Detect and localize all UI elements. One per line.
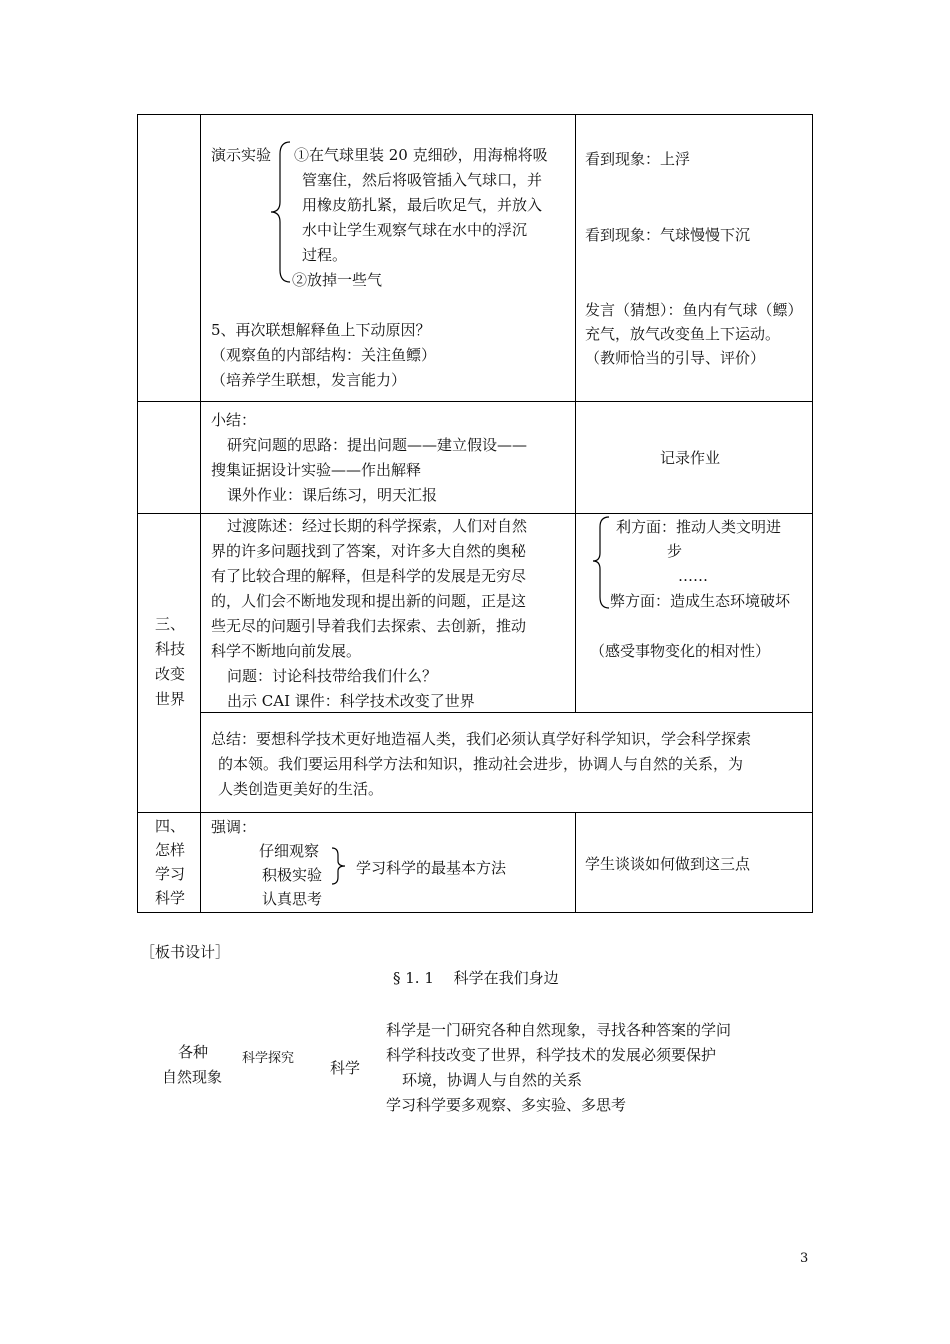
board-heading: § 1. 1 科学在我们身边 [393,969,559,987]
column-divider-2a [575,114,576,712]
demo-step1-line3: 用橡皮筋扎紧，最后吹足气，并放入 [302,196,543,214]
board-line2: 科学科技改变了世界，科学技术的发展必须要保护 [386,1046,717,1064]
board-left-1: 各种 [178,1043,209,1061]
ellipsis: …… [678,567,708,585]
demo-step2: ②放掉一些气 [292,271,383,289]
conclusion-line3: 人类创造更美好的生活。 [218,780,384,798]
feel-line: （感受事物变化的相对性） [590,642,771,660]
section-4-line2: 怎样 [154,841,185,859]
page-number: 3 [800,1251,809,1266]
transition-line5: 些无尽的问题引导着我们去探索、去创新，推动 [211,617,527,635]
emphasis-label: 强调： [211,818,257,836]
benefit-line2: 步 [667,542,683,560]
demo-step1-line5: 过程。 [302,246,348,264]
board-arrow-label: 科学探究 [242,1051,295,1066]
section-3-line2: 科技 [154,640,185,658]
section-3-line4: 世界 [154,690,185,708]
speech-line1: 发言（猜想）：鱼内有气球（鳔） [585,301,803,319]
observation-2: 看到现象：气球慢慢下沉 [585,226,751,244]
summary-line2: 搜集证据设计实验——作出解释 [211,461,422,479]
summary-line1: 研究问题的思路：提出问题——建立假设—— [227,436,528,454]
benefit-line1: 利方面：推动人类文明进 [616,518,782,536]
demo-brace [268,140,294,285]
row-divider-4 [137,812,813,813]
record-homework: 记录作业 [660,449,721,467]
cai-line: 出示 CAI 课件：科学技术改变了世界 [227,692,475,710]
board-line1: 科学是一门研究各种自然现象，寻找各种答案的学问 [386,1021,732,1039]
transition-line3: 有了比较合理的解释，但是科学的发展是无穷尽 [211,567,527,585]
question-5-note2: （培养学生联想，发言能力） [211,371,407,389]
harm-line: 弊方面：造成生态环境破坏 [610,592,791,610]
transition-line1: 过渡陈述：经过长期的科学探索，人们对自然 [227,517,528,535]
question-5-note1: （观察鱼的内部结构：关注鱼鳔） [211,346,437,364]
speech-line3: （教师恰当的引导、评价） [585,349,766,367]
student-discuss: 学生谈谈如何做到这三点 [585,855,751,873]
demo-step1-line1: ①在气球里装 20 克细砂，用海棉将吸 [294,146,548,164]
methods-note: 学习科学的最基本方法 [356,859,507,877]
demo-step1-line4: 水中让学生观察气球在水中的浮沉 [302,221,528,239]
board-title: ［板书设计］ [140,943,231,961]
transition-line6: 科学不断地向前发展。 [211,642,362,660]
conclusion-line2: 的本领。我们要运用科学方法和知识，推动社会进步，协调人与自然的关系，为 [218,755,744,773]
table-border-top [137,114,813,115]
speech-line2: 充气，放气改变鱼上下运动。 [585,325,781,343]
section-4-line3: 学习 [154,865,185,883]
methods-brace [330,846,348,886]
method-experiment: 积极实验 [262,866,323,884]
conclusion-line1: 总结：要想科学技术更好地造福人类，我们必须认真学好科学知识，学会科学探索 [211,730,752,748]
row-divider-1 [137,401,813,402]
board-line3: 环境，协调人与自然的关系 [402,1071,583,1089]
board-line4: 学习科学要多观察、多实验、多思考 [386,1096,627,1114]
transition-line4: 的，人们会不断地发现和提出新的问题，正是这 [211,592,527,610]
question-5: 5、再次联想解释鱼上下动原因？ [211,321,431,339]
section-4-line1: 四、 [154,817,185,835]
demo-label: 演示实验 [211,146,272,164]
board-science: 科学 [330,1059,361,1077]
board-left-2: 自然现象 [162,1068,223,1086]
demo-step1-line2: 管塞住，然后将吸管插入气球口，并 [302,171,543,189]
observation-1: 看到现象：上浮 [585,150,691,168]
method-observe: 仔细观察 [259,842,320,860]
section-3-line3: 改变 [154,665,185,683]
transition-line2: 界的许多问题找到了答案，对许多大自然的奥秘 [211,542,527,560]
summary-title: 小结： [211,411,257,429]
table-border-bottom [137,912,813,913]
column-divider-2b [575,812,576,912]
summary-line3: 课外作业：课后练习，明天汇报 [227,486,438,504]
section-3-line1: 三、 [154,615,185,633]
method-think: 认真思考 [262,890,323,908]
section-4-line4: 科学 [154,889,185,907]
question-line: 问题：讨论科技带给我们什么？ [227,667,438,685]
